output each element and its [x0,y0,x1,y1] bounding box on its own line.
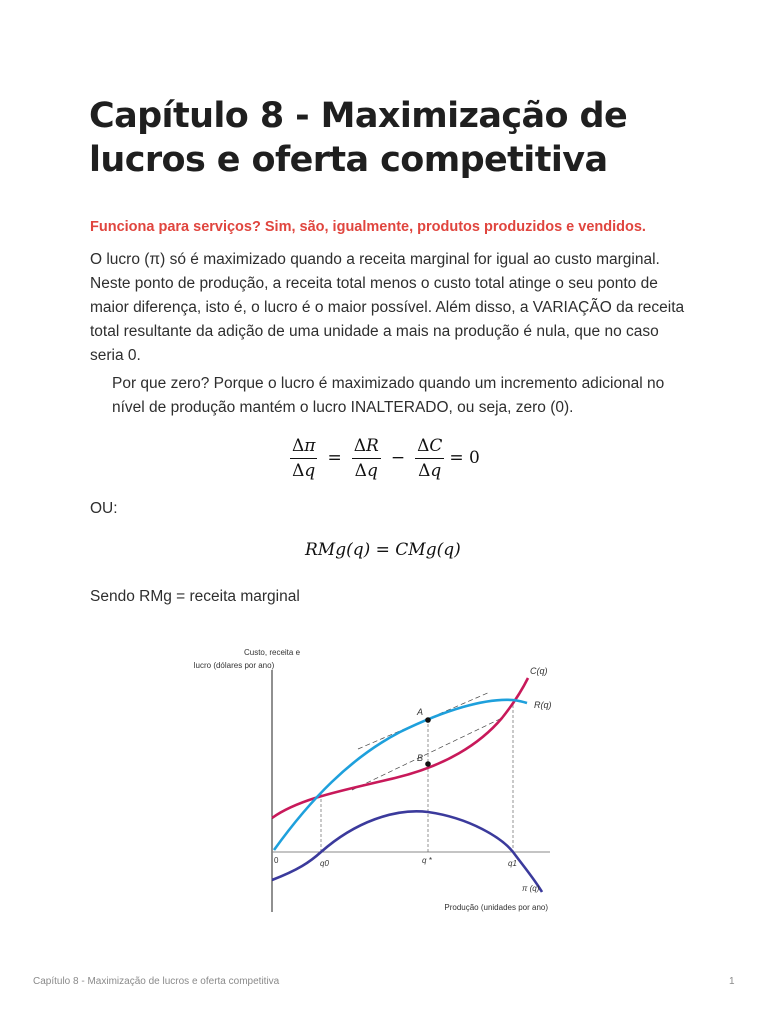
curve-pi-label: π (q) [522,884,540,893]
y-axis-label-line2: lucro (dólares por ano) [193,661,275,670]
page-number: 1 [729,976,735,987]
ou-label: OU: [90,500,118,517]
fraction-delta-c: $\frac{\Delta C}{\Delta q}$ [417,435,443,481]
page-title: Capítulo 8 - Maximização de lucros e oferta competitiva [89,96,628,180]
footer-text: Capítulo 8 - Maximização de lucros e oferta competitiva [33,976,280,987]
point-b-label: B [417,753,424,763]
profit-derivative-equation: $\frac{\Delta\pi}{\Delta q}$ = $\frac{\Delta R}{\Delta q}$ − $\frac{\Delta C}{\Delta q}$ = 0 [292,435,480,481]
point-a-label: A [417,707,424,717]
tick-q1-label: q1 [508,859,517,868]
tick-qstar-label: q * [422,856,432,865]
fraction-delta-pi: $\frac{\Delta\pi}{\Delta q}$ [292,435,316,481]
point-b [425,761,431,767]
marginal-equality-equation: RMg(q) = CMg(q) [305,540,461,560]
cost-curve [272,678,528,818]
point-a [425,717,431,723]
tangent-cost [352,718,502,790]
origin-label: 0 [274,856,279,865]
curve-c-label: C(q) [530,666,548,676]
definition-text: Sendo RMg = receita marginal [90,588,300,605]
body-paragraph: O lucro (π) só é maximizado quando a receita marginal for igual ao custo marginal. Neste ponto de produção, a receita total menos o custo total atinge o seu ponto de maior diferença, isto é, o lucro é o maior possível. Além disso, a VARIAÇÃO da receita total resultante da adição de uma unidade a mais na produção é nula, que no caso seria 0. [90,251,685,364]
x-axis-label: Produção (unidades por ano) [444,903,548,912]
profit-maximization-graph [180,640,560,920]
fraction-delta-r: $\frac{\Delta R}{\Delta q}$ [353,435,379,481]
tick-q0-label: q0 [320,859,329,868]
y-axis-label-line1: Custo, receita e [243,648,301,657]
curve-r-label: R(q) [534,700,552,710]
revenue-curve [274,700,527,850]
indented-paragraph: Por que zero? Porque o lucro é maximizado quando um incremento adicional no nível de produção mantém o lucro INALTERADO, ou seja, zero (0). [112,375,665,416]
highlight-text: Funciona para serviços? Sim, são, igualmente, produtos produzidos e vendidos. [90,219,646,235]
